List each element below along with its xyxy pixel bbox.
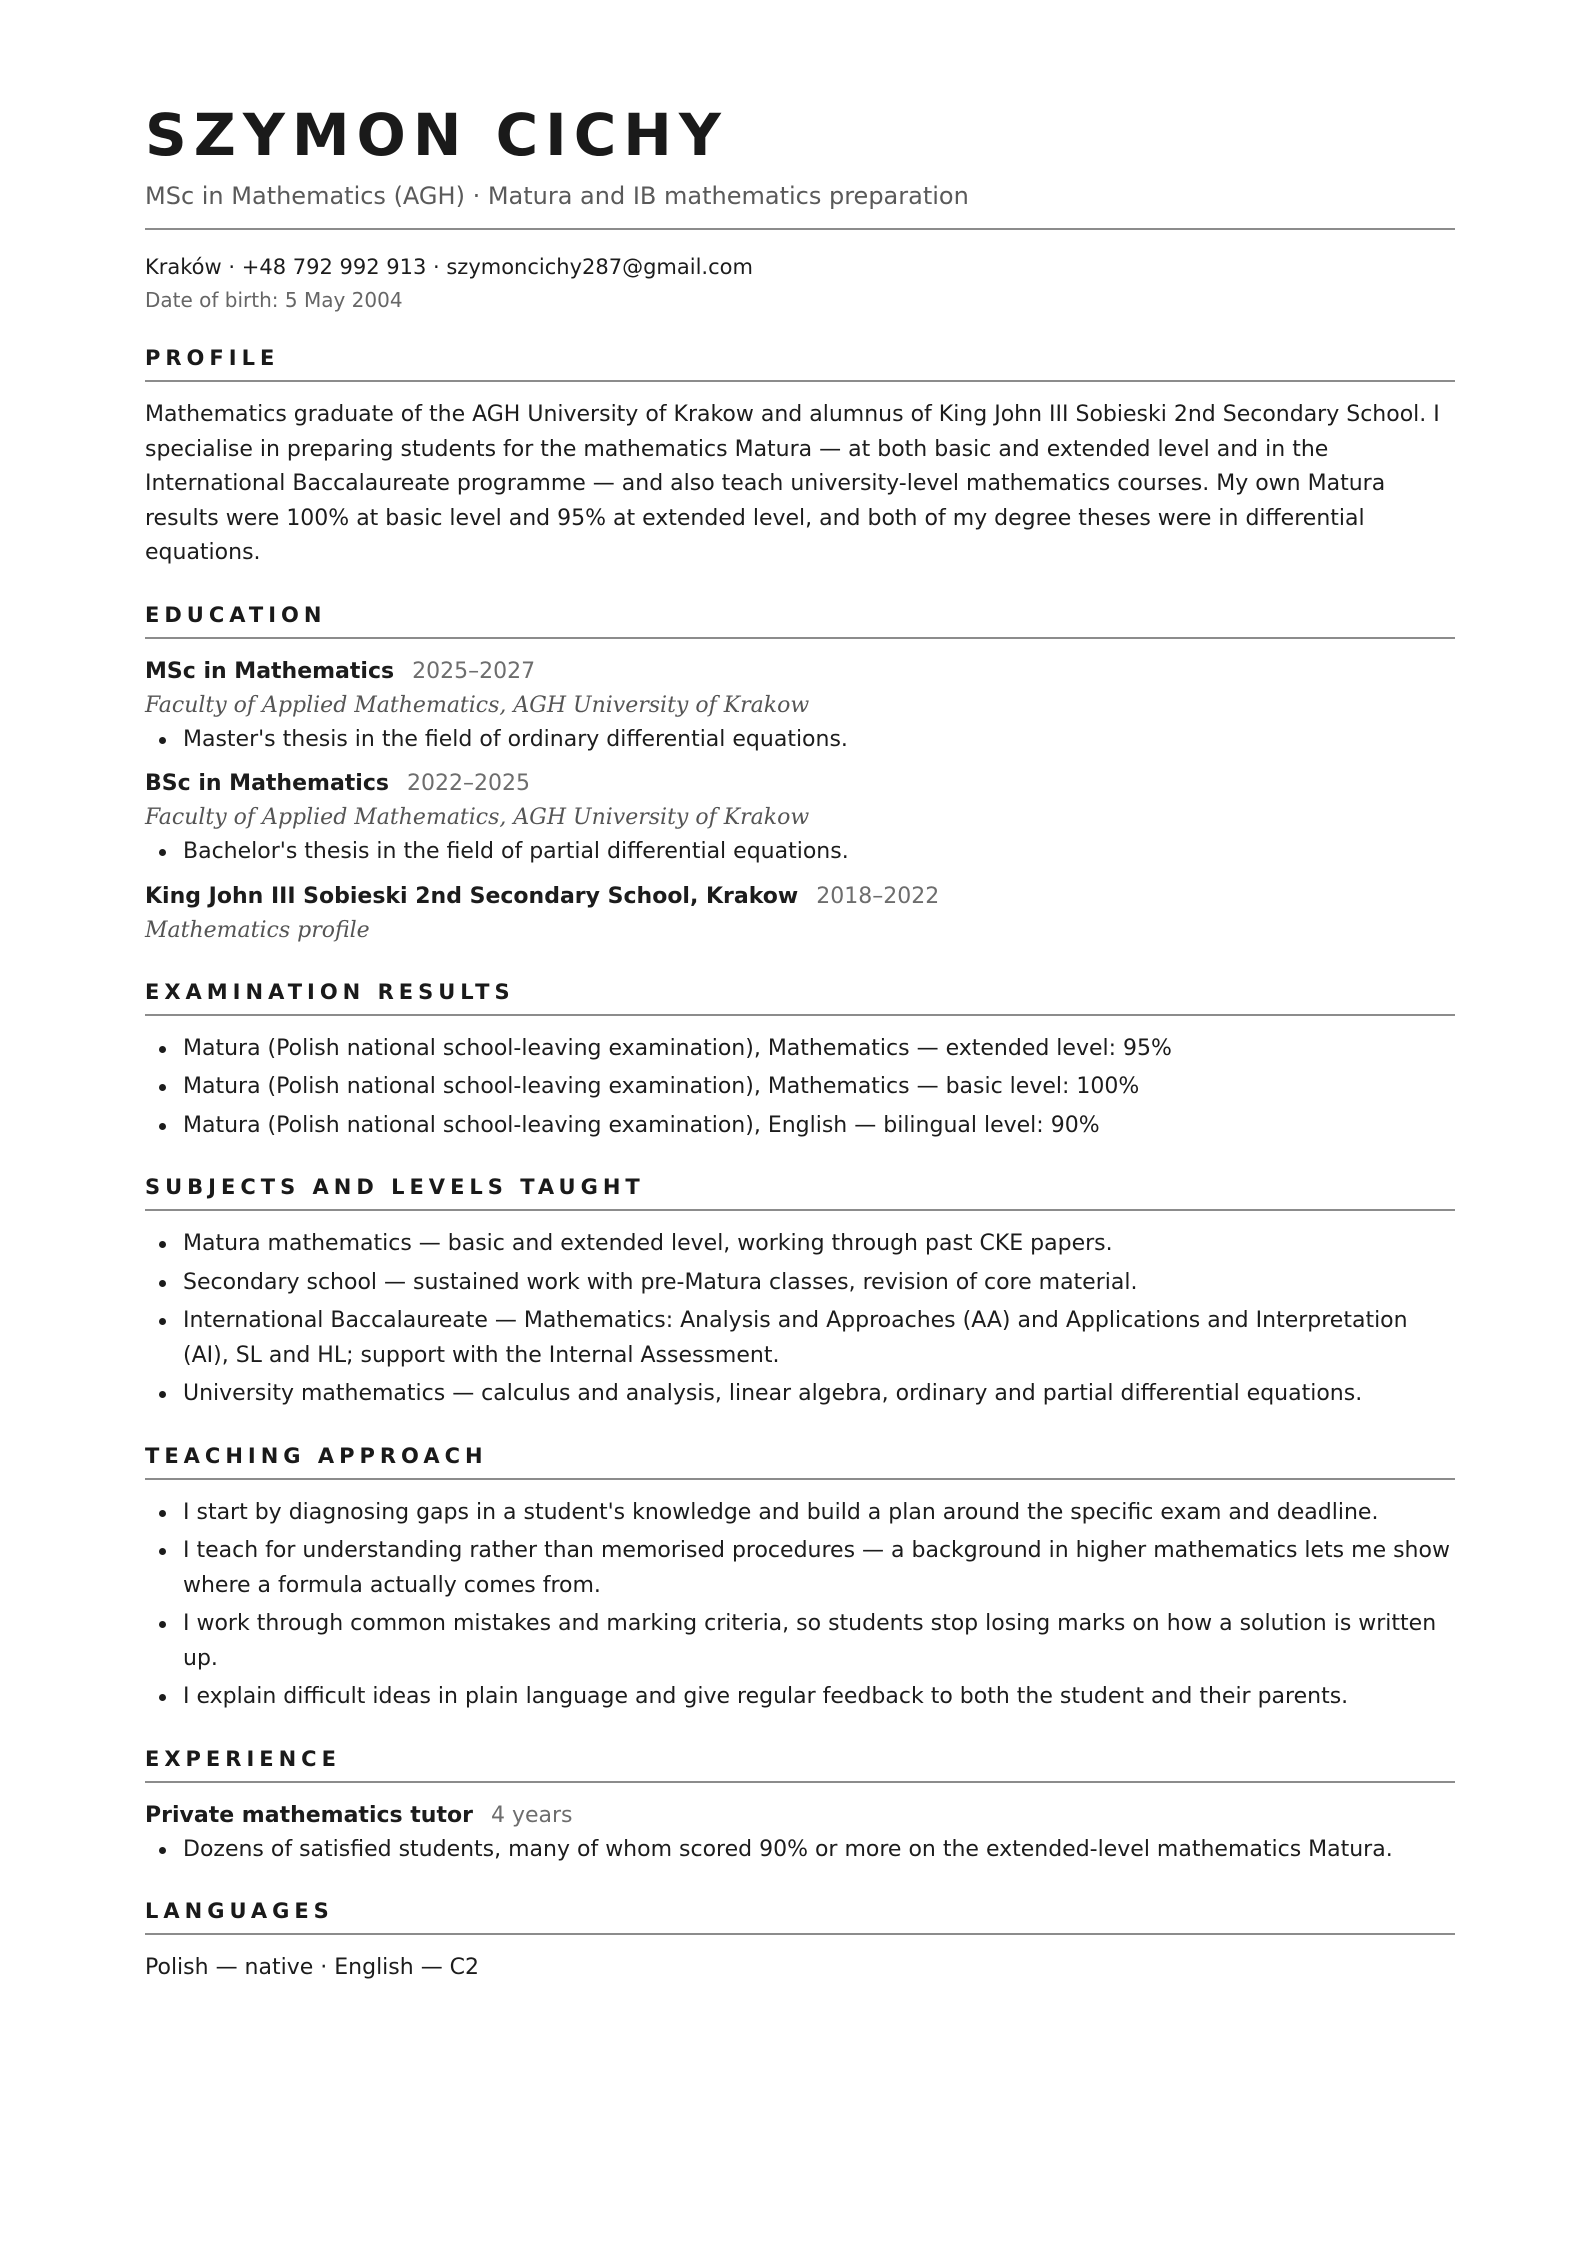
experience-section (145, 1745, 1455, 1868)
list-item: Secondary school — sustained work with pre-Matura classes, revision of core material. (145, 1266, 1455, 1301)
list-item: I start by diagnosing gaps in a student's knowledge and build a plan around the specific exam and deadline. (145, 1496, 1455, 1531)
list-item: Master's thesis in the field of ordinary differential equations. (145, 723, 1455, 758)
section-title-experience: EXPERIENCE (145, 1745, 1455, 1783)
education-entry (145, 880, 1455, 948)
section-title-education: EDUCATION (145, 601, 1455, 639)
education-entry (145, 655, 1455, 758)
date-of-birth: Date of birth: 5 May 2004 (145, 288, 403, 312)
list-item: Bachelor's thesis in the field of partial differential equations. (145, 835, 1455, 870)
list-item: Dozens of satisfied students, many of whom scored 90% or more on the extended-level mathematics Matura. (145, 1833, 1455, 1868)
languages-text: Polish — native · English — C2 (145, 1955, 480, 1980)
profile-section (145, 344, 1455, 571)
list-item: International Baccalaureate — Mathematics: Analysis and Approaches (AA) and Applications and Interpretation (AI), SL and HL; support with the Internal Assessment. (145, 1304, 1455, 1373)
degree-dates: 2022–2025 (406, 771, 530, 796)
approach-section (145, 1442, 1455, 1715)
school-dates: 2018–2022 (816, 883, 940, 909)
list-item: Matura (Polish national school-leaving examination), Mathematics — basic level: 100% (145, 1070, 1455, 1105)
contact-line: Kraków · +48 792 992 913 · szymoncichy287@gmail.com (145, 255, 753, 279)
headline: MSc in Mathematics (AGH) · Matura and IB mathematics preparation (145, 182, 969, 210)
role-duration: 4 years (490, 1802, 573, 1828)
list-item: I explain difficult ideas in plain language and give regular feedback to both the student and their parents. (145, 1680, 1455, 1715)
institution: Faculty of Applied Mathematics, AGH University of Krakow (145, 805, 810, 830)
section-title-approach: TEACHING APPROACH (145, 1442, 1455, 1480)
section-title-profile: PROFILE (145, 344, 1455, 382)
list-item: I teach for understanding rather than memorised procedures — a background in higher mathematics lets me show where a formula actually comes from. (145, 1534, 1455, 1603)
list-item: I work through common mistakes and marking criteria, so students stop losing marks on how a solution is written up. (145, 1607, 1455, 1676)
profile-text: Mathematics graduate of the AGH University of Krakow and alumnus of King John III Sobieski 2nd Secondary School. I specialise in preparing students for the mathematics Matura — at both basic and extended level and in the International Baccalaureate programme — and also teach university-level mathematics courses. My own Matura results were 100% at basic level and 95% at extended level, and both of my degree theses were in differential equations. (145, 402, 1440, 565)
languages-section (145, 1897, 1455, 1985)
list-item: Matura (Polish national school-leaving examination), English — bilingual level: 90% (145, 1109, 1455, 1144)
exams-section (145, 978, 1455, 1144)
section-title-subjects: SUBJECTS AND LEVELS TAUGHT (145, 1173, 1455, 1211)
role-title: Private mathematics tutor (145, 1802, 473, 1828)
list-item: University mathematics — calculus and analysis, linear algebra, ordinary and partial differential equations. (145, 1377, 1455, 1412)
subjects-section (145, 1173, 1455, 1412)
school-profile: Mathematics profile (145, 917, 370, 943)
education-section (145, 601, 1455, 948)
list-item: Matura mathematics — basic and extended level, working through past CKE papers. (145, 1227, 1455, 1262)
degree-dates: 2025–2027 (412, 658, 536, 684)
candidate-name: SZYMON CICHY (145, 101, 728, 169)
education-entry (145, 767, 1455, 870)
header-divider (145, 228, 1455, 230)
section-title-exams: EXAMINATION RESULTS (145, 978, 1455, 1016)
list-item: Matura (Polish national school-leaving examination), Mathematics — extended level: 95% (145, 1032, 1455, 1067)
institution: Faculty of Applied Mathematics, AGH University of Krakow (145, 692, 810, 718)
section-title-languages: LANGUAGES (145, 1897, 1455, 1935)
degree-title: MSc in Mathematics (145, 658, 395, 684)
school-title: King John III Sobieski 2nd Secondary School, Krakow (145, 883, 799, 909)
degree-title: BSc in Mathematics (145, 771, 389, 796)
